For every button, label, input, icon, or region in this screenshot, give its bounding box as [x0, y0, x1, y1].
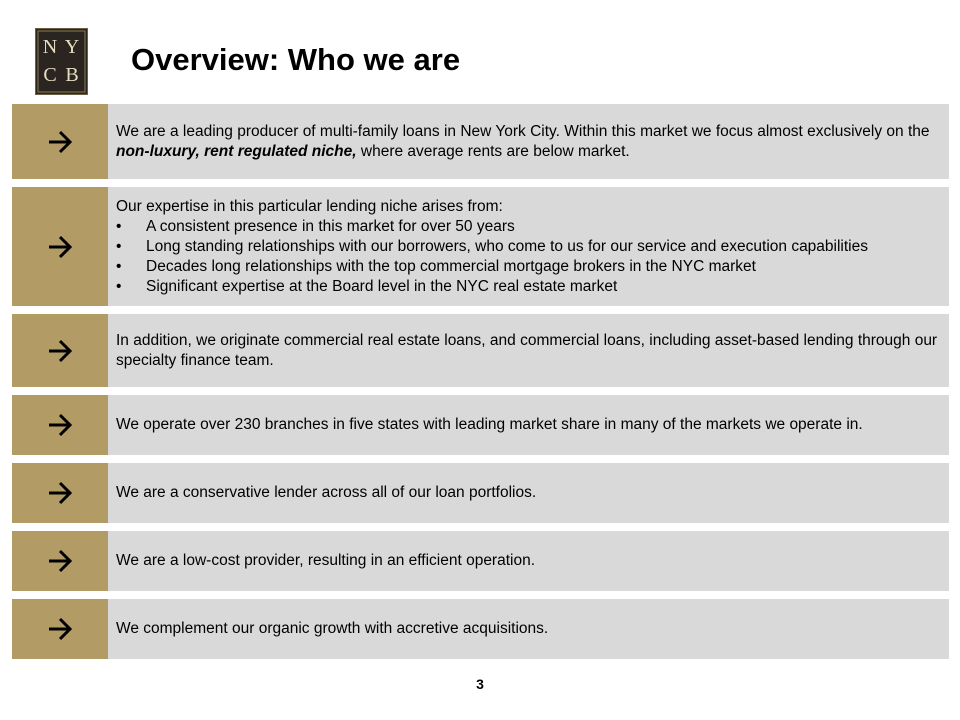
list-item — [116, 257, 943, 277]
bullet: • — [116, 257, 122, 275]
nycb-logo-mark — [36, 29, 87, 94]
page-number: 3 — [476, 676, 484, 692]
row-text — [108, 395, 949, 455]
list-item — [116, 217, 943, 237]
list-item-text: Significant expertise at the Board level in the NYC real estate market — [146, 277, 618, 295]
arrow-cell — [12, 395, 108, 455]
overview-row-2 — [12, 187, 949, 306]
row-intro: Our expertise in this particular lending niche arises from: — [116, 197, 503, 215]
row-text — [108, 187, 949, 306]
arrow-right-icon — [46, 234, 74, 260]
row-text-emphasis: non-luxury, rent regulated niche, — [116, 142, 357, 160]
arrow-right-icon — [46, 616, 74, 642]
logo-letter-b: B — [65, 64, 79, 86]
arrow-right-icon — [46, 480, 74, 506]
arrow-right-icon — [46, 548, 74, 574]
row-text-after: where average rents are below market. — [356, 142, 630, 160]
overview-row-5 — [12, 463, 949, 523]
row-text — [108, 531, 949, 591]
row-text — [108, 463, 949, 523]
bullet: • — [116, 237, 122, 255]
bullet: • — [116, 217, 122, 235]
row-text — [108, 599, 949, 659]
row-paragraph: We complement our organic growth with accretive acquisitions. — [116, 620, 549, 637]
expertise-list — [116, 217, 943, 297]
logo-letter-y: Y — [64, 36, 80, 58]
list-item-text: A consistent presence in this market for over 50 years — [146, 217, 515, 235]
overview-row-4 — [12, 395, 949, 455]
arrow-cell — [12, 463, 108, 523]
row-text-before: We are a leading producer of multi-family loans in New York City. Within this market we focus almost exclusively on the — [116, 122, 930, 140]
list-item-text: Decades long relationships with the top commercial mortgage brokers in the NYC market — [146, 257, 756, 275]
arrow-cell — [12, 531, 108, 591]
nycb-logo — [35, 28, 88, 95]
arrow-right-icon — [46, 129, 74, 155]
row-paragraph — [116, 122, 943, 162]
row-paragraph: We are a low-cost provider, resulting in an efficient operation. — [116, 552, 536, 569]
row-paragraph: We operate over 230 branches in five states with leading market share in many of the markets we operate in. — [116, 416, 863, 433]
list-item — [116, 277, 943, 297]
page-title: Overview: Who we are — [131, 42, 461, 77]
arrow-cell — [12, 104, 108, 179]
arrow-cell — [12, 599, 108, 659]
row-paragraph: In addition, we originate commercial real estate loans, and commercial loans, including asset-based lending through our specialty finance team. — [116, 331, 938, 369]
arrow-right-icon — [46, 338, 74, 364]
row-paragraph: We are a conservative lender across all of our loan portfolios. — [116, 484, 537, 501]
logo-letter-n: N — [42, 36, 58, 58]
list-item-text: Long standing relationships with our borrowers, who come to us for our service and execution capabilities — [146, 237, 868, 255]
arrow-right-icon — [46, 412, 74, 438]
overview-row-1 — [12, 104, 949, 179]
overview-row-7 — [12, 599, 949, 659]
overview-row-6 — [12, 531, 949, 591]
row-text — [108, 314, 949, 387]
list-item — [116, 237, 943, 257]
overview-row-3 — [12, 314, 949, 387]
arrow-cell — [12, 187, 108, 306]
arrow-cell — [12, 314, 108, 387]
logo-letter-c: C — [43, 64, 57, 86]
bullet: • — [116, 277, 122, 295]
row-text — [108, 104, 949, 179]
